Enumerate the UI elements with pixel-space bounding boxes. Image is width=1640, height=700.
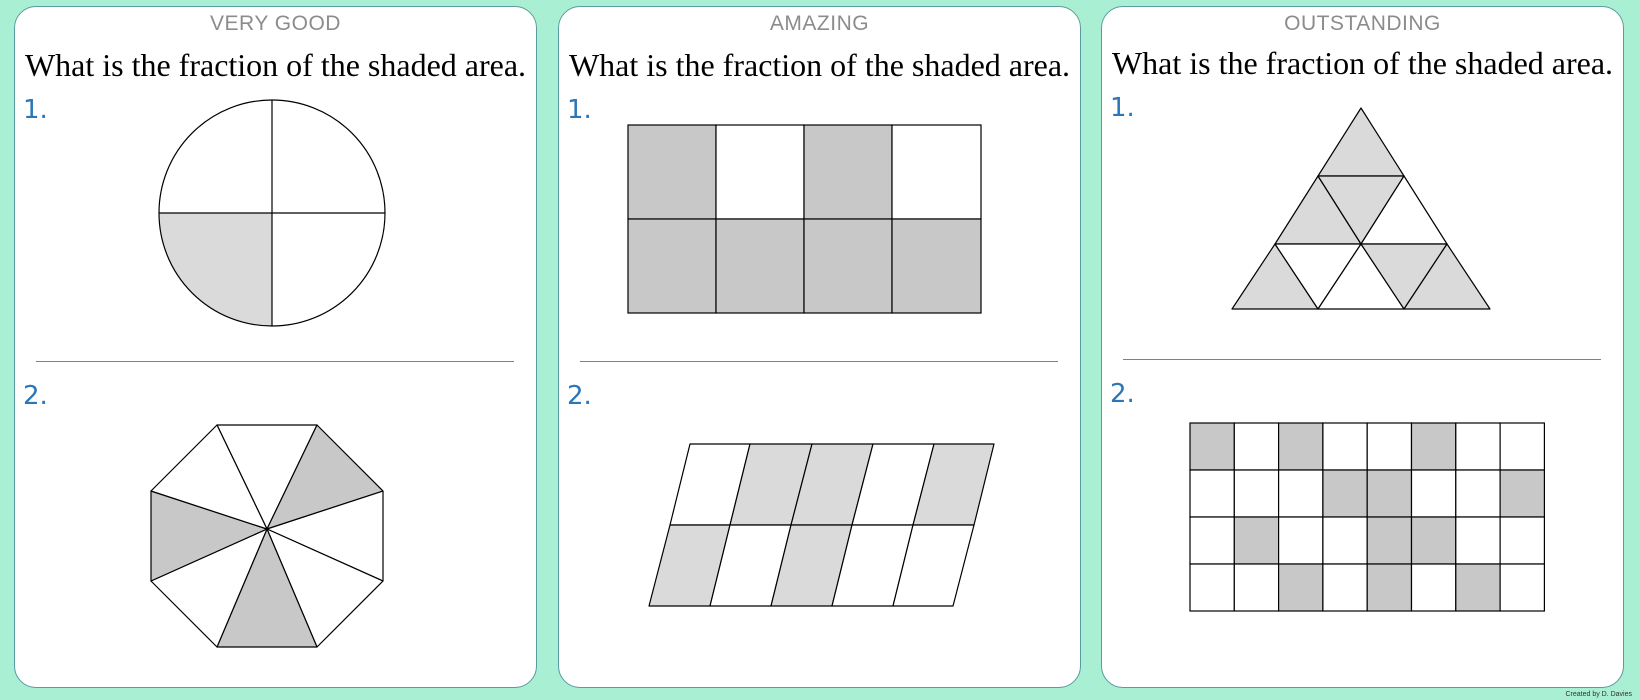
grid-cell <box>1456 517 1500 564</box>
divider-line <box>36 361 514 362</box>
grid-cell <box>1279 517 1323 564</box>
question-1-number: 1. <box>1110 93 1135 123</box>
grid-cell-shaded <box>1412 423 1456 470</box>
question-text: What is the fraction of the shaded area. <box>24 47 527 83</box>
rect-cell <box>716 125 804 219</box>
grid-cell <box>1500 517 1544 564</box>
question-2-number: 2. <box>1110 379 1135 409</box>
divider-line <box>1123 359 1601 360</box>
grid-cell-shaded <box>1367 470 1411 517</box>
rect-cell-shaded <box>628 219 716 313</box>
rect-cell-shaded <box>892 219 981 313</box>
grid-cell <box>1500 564 1544 611</box>
question-1-number: 1. <box>567 95 592 125</box>
grid-cell-shaded <box>1279 423 1323 470</box>
worksheet-panel-outstanding <box>1101 6 1624 688</box>
level-title: AMAZING <box>769 12 870 35</box>
grid-cell-shaded <box>1234 517 1278 564</box>
level-title: OUTSTANDING <box>1284 12 1441 35</box>
circle-shaded-quarter <box>159 213 272 326</box>
parallelogram-grid-figure <box>649 444 1005 614</box>
grid-cell-shaded <box>1500 470 1544 517</box>
grid-cell <box>1234 470 1278 517</box>
grid-cell <box>1500 423 1544 470</box>
worksheet-panel-very-good <box>14 6 537 688</box>
grid-cell <box>1323 423 1367 470</box>
grid-cell <box>1190 517 1234 564</box>
rect-cell-shaded <box>804 125 892 219</box>
circle-quarters-figure <box>157 101 389 333</box>
grid-cell-shaded <box>1367 517 1411 564</box>
grid-cell-shaded <box>1190 423 1234 470</box>
grid-cell <box>1234 564 1278 611</box>
grid-cell <box>1367 423 1411 470</box>
grid-cell <box>1234 423 1278 470</box>
question-1-number: 1. <box>23 95 48 125</box>
grid-cell <box>1190 564 1234 611</box>
grid-cell <box>1323 517 1367 564</box>
rect-cell-shaded <box>804 219 892 313</box>
worksheet-panel-amazing <box>558 6 1081 688</box>
question-text: What is the fraction of the shaded area. <box>1111 45 1614 81</box>
question-2-number: 2. <box>23 381 48 411</box>
grid-cell-shaded <box>1456 564 1500 611</box>
square-grid-figure <box>1190 423 1546 615</box>
grid-cell <box>1190 470 1234 517</box>
divider-line <box>580 361 1058 362</box>
grid-cell-shaded <box>1323 470 1367 517</box>
triangle-cell-shaded <box>1318 108 1404 176</box>
level-title: VERY GOOD <box>210 12 341 35</box>
grid-cell <box>1412 564 1456 611</box>
credit-text: Created by D. Davies <box>1565 691 1632 698</box>
grid-cell <box>1456 470 1500 517</box>
grid-cell <box>1323 564 1367 611</box>
triangle-grid-figure <box>1232 103 1492 313</box>
grid-cell <box>1279 470 1323 517</box>
grid-cell <box>1456 423 1500 470</box>
grid-cell-shaded <box>1367 564 1411 611</box>
question-text: What is the fraction of the shaded area. <box>568 47 1071 83</box>
question-2-number: 2. <box>567 381 592 411</box>
rect-cell <box>892 125 981 219</box>
grid-cell-shaded <box>1412 517 1456 564</box>
grid-cell <box>1412 470 1456 517</box>
rect-cell-shaded <box>716 219 804 313</box>
rectangle-grid-figure <box>628 125 984 317</box>
octagon-sectors-figure <box>151 419 383 651</box>
grid-cell-shaded <box>1279 564 1323 611</box>
rect-cell-shaded <box>628 125 716 219</box>
